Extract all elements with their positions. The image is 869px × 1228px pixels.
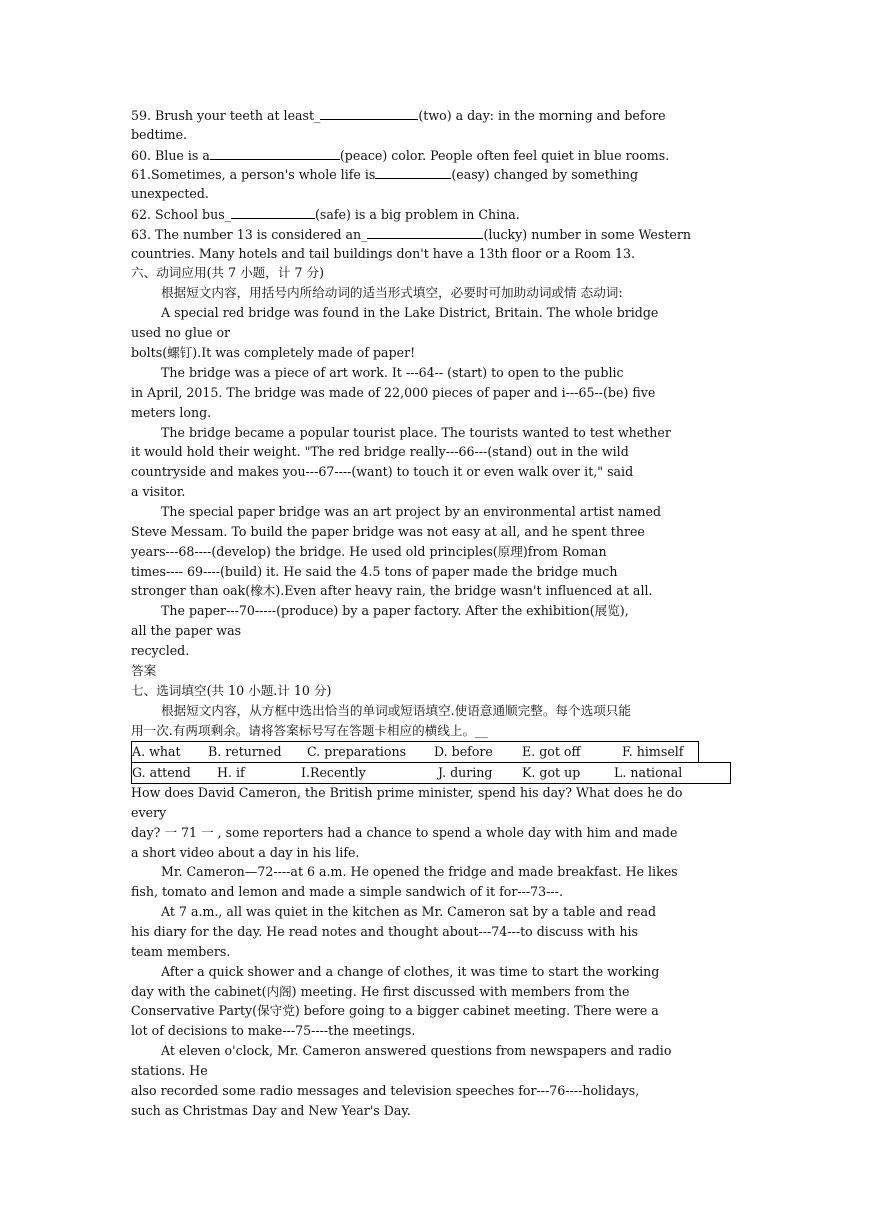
passage-line: A special red bridge was found in the Lake District, Britain. The whole bridge xyxy=(161,305,659,320)
passage-line: The paper---70-----(produce) by a paper factory. After the exhibition(展览), xyxy=(161,603,629,618)
passage-line: used no glue or xyxy=(131,325,231,340)
passage-line: After a quick shower and a change of clothes, it was time to start the working xyxy=(161,964,660,979)
q63-text-b: (lucky) number in some Western xyxy=(483,227,691,242)
option-d: D. before xyxy=(434,744,493,759)
answer-blank-61[interactable] xyxy=(375,165,451,179)
section-6-instruction: 根据短文内容，用括号内所给动词的适当形式填空，必要时可加助动词或情 态动词: xyxy=(161,285,623,300)
option-f: F. himself xyxy=(622,744,684,759)
answer-blank-60[interactable] xyxy=(210,146,340,160)
answer-blank-59[interactable] xyxy=(320,106,418,120)
passage-line: fish, tomato and lemon and made a simple sandwich of it for---73---. xyxy=(131,884,563,899)
answer-label: 答案 xyxy=(131,663,157,678)
option-c: C. preparations xyxy=(307,744,407,759)
option-l: L. national xyxy=(614,765,683,780)
passage-line: all the paper was xyxy=(131,623,242,638)
passage-line: in April, 2015. The bridge was made of 22,000 pieces of paper and i---65--(be) five xyxy=(131,385,656,400)
section-7-heading: 七、选词填空(共 10 小题.计 10 分) xyxy=(131,683,332,698)
section-6-heading: 六、动词应用(共 7 小题，计 7 分) xyxy=(131,265,324,280)
question-59 xyxy=(131,106,737,124)
passage-line: bolts(螺钉).It was completely made of paper! xyxy=(131,345,416,360)
passage-line: Mr. Cameron—72----at 6 a.m. He opened the fridge and made breakfast. He likes xyxy=(161,864,678,879)
passage-line: countryside and makes you---67----(want) to touch it or even walk over it," said xyxy=(131,464,634,479)
passage-line: Steve Messam. To build the paper bridge was not easy at all, and he spent three xyxy=(131,524,645,539)
q61-text-a: 61.Sometimes, a person's whole life is xyxy=(131,167,376,182)
option-k: K. got up xyxy=(522,765,581,780)
section-7-instruction-2: 用一次.有两项剩余。请将答案标号写在答题卡相应的横线上。__ xyxy=(131,723,488,738)
q61-text-b: (easy) changed by something xyxy=(451,167,639,182)
question-63-cont: countries. Many hotels and tail buildings don't have a 13th floor or a Room 13. xyxy=(131,246,635,261)
section-7-instruction-1: 根据短文内容，从方框中选出恰当的单词或短语填空.使语意通顺完整。每个选项只能 xyxy=(161,703,631,718)
passage-line: The bridge became a popular tourist place. The tourists wanted to test whether xyxy=(161,425,671,440)
question-63 xyxy=(131,225,737,243)
option-j: J. during xyxy=(438,765,493,780)
passage-line: stronger than oak(橡木).Even after heavy rain, the bridge wasn't influenced at all. xyxy=(131,583,653,598)
passage-line: a visitor. xyxy=(131,484,186,499)
question-61 xyxy=(131,165,737,183)
q60-text-a: 60. Blue is a xyxy=(131,148,210,163)
option-e: E. got off xyxy=(522,744,581,759)
q62-text-b: (safe) is a big problem in China. xyxy=(314,207,520,222)
q59-text-b: (two) a day: in the morning and before xyxy=(418,108,666,123)
question-60 xyxy=(131,146,737,164)
passage-line: At eleven o'clock, Mr. Cameron answered questions from newspapers and radio xyxy=(161,1043,672,1058)
passage-line: How does David Cameron, the British prime minister, spend his day? What does he do xyxy=(131,785,683,800)
passage-line: day with the cabinet(内阁) meeting. He first discussed with members from the xyxy=(131,984,630,999)
passage-line: meters long. xyxy=(131,405,212,420)
option-i: I.Recently xyxy=(301,765,366,780)
passage-line: a short video about a day in his life. xyxy=(131,845,360,860)
passage-line: day? 一 71 一 , some reporters had a chance to spend a whole day with him and made xyxy=(131,825,678,840)
passage-line: At 7 a.m., all was quiet in the kitchen as Mr. Cameron sat by a table and read xyxy=(161,904,657,919)
q63-text-a: 63. The number 13 is considered an_ xyxy=(131,227,368,242)
q60-text-b: (peace) color. People often feel quiet in blue rooms. xyxy=(339,148,670,163)
passage-line: stations. He xyxy=(131,1063,208,1078)
passage-line: team members. xyxy=(131,944,231,959)
passage-line: years---68----(develop) the bridge. He used old principles(原理)from Roman xyxy=(131,544,607,559)
passage-line: lot of decisions to make---75----the meetings. xyxy=(131,1023,416,1038)
q62-text-a: 62. School bus_ xyxy=(131,207,231,222)
answer-blank-62[interactable] xyxy=(231,205,315,219)
option-b: B. returned xyxy=(208,744,282,759)
passage-line: it would hold their weight. "The red bridge really---66---(stand) out in the wild xyxy=(131,444,629,459)
q59-text-a: 59. Brush your teeth at least_ xyxy=(131,108,321,123)
passage-line: times---- 69----(build) it. He said the 4.5 tons of paper made the bridge much xyxy=(131,564,618,579)
question-59-cont: bedtime. xyxy=(131,127,188,142)
option-g: G. attend xyxy=(132,765,191,780)
passage-line: The special paper bridge was an art project by an environmental artist named xyxy=(161,504,662,519)
question-61-cont: unexpected. xyxy=(131,186,209,201)
passage-line: also recorded some radio messages and television speeches for---76----holidays, xyxy=(131,1083,640,1098)
option-h: H. if xyxy=(217,765,245,780)
question-62 xyxy=(131,205,737,223)
passage-line: such as Christmas Day and New Year's Day. xyxy=(131,1103,411,1118)
passage-line: Conservative Party(保守党) before going to a bigger cabinet meeting. There were a xyxy=(131,1003,659,1018)
answer-blank-63[interactable] xyxy=(367,225,483,239)
option-a: A. what xyxy=(132,744,181,759)
passage-line: The bridge was a piece of art work. It ---64-- (start) to open to the public xyxy=(161,365,624,380)
passage-line: his diary for the day. He read notes and thought about---74---to discuss with his xyxy=(131,924,638,939)
passage-line: every xyxy=(131,805,167,820)
passage-line: recycled. xyxy=(131,643,190,658)
